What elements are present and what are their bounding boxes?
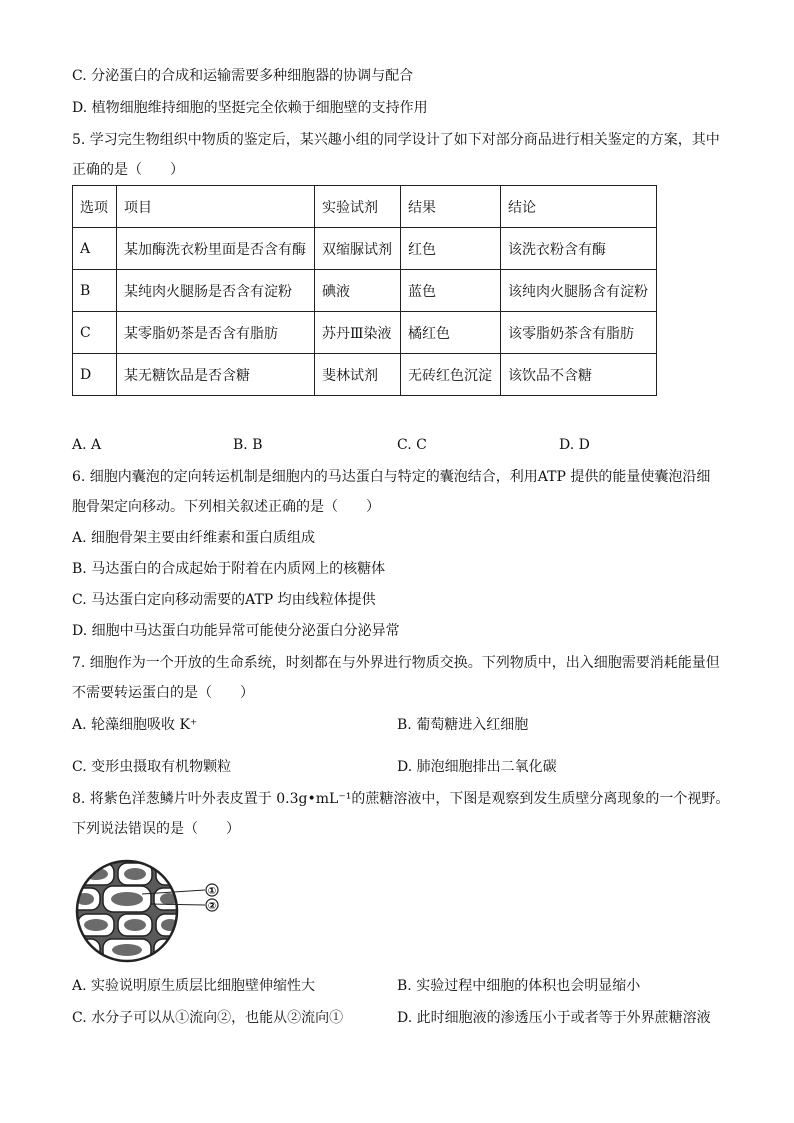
q8-option-d: D. 此时细胞液的渗透压小于或者等于外界蔗糖溶液 (397, 1010, 711, 1026)
q5-stem-line1: 5. 学习完生物组织中物质的鉴定后，某兴趣小组的同学设计了如下对部分商品进行相关鉴定的方案，其中 (72, 132, 720, 148)
table-cell: 苏丹Ⅲ染液 (315, 312, 401, 354)
q8-option-c: C. 水分子可以从①流向②，也能从②流向① (72, 1010, 344, 1026)
table-header-cell: 选项 (73, 186, 117, 228)
q5-option-d: D. D (559, 437, 590, 453)
q7-option-a: A. 轮藻细胞吸收 K⁺ (72, 717, 198, 733)
q6-option-d: D. 细胞中马达蛋白功能异常可能使分泌蛋白分泌异常 (72, 623, 400, 639)
table-cell: 该零脂奶茶含有脂肪 (501, 312, 657, 354)
table-cell: D (73, 354, 117, 396)
q5-stem-line2: 正确的是（ ） (72, 162, 184, 178)
q7-option-b: B. 葡萄糖进入红细胞 (397, 717, 529, 733)
q6-option-a: A. 细胞骨架主要由纤维素和蛋白质组成 (72, 530, 316, 546)
q5-option-a: A. A (72, 437, 102, 453)
table-cell: 某零脂奶茶是否含有脂肪 (117, 312, 315, 354)
table-header-cell: 结果 (401, 186, 501, 228)
table-cell: 斐林试剂 (315, 354, 401, 396)
table-cell: 某无糖饮品是否含糖 (117, 354, 315, 396)
table-row (73, 228, 657, 270)
figure-label-1: ① (207, 886, 217, 897)
table-cell: 某纯肉火腿肠是否含有淀粉 (117, 270, 315, 312)
q6-option-b: B. 马达蛋白的合成起始于附着在内质网上的核糖体 (72, 561, 386, 577)
table-cell: 蓝色 (401, 270, 501, 312)
q8-option-b: B. 实验过程中细胞的体积也会明显缩小 (397, 978, 641, 994)
table-cell: 该洗衣粉含有酶 (501, 228, 657, 270)
q7-option-d: D. 肺泡细胞排出二氧化碳 (397, 759, 557, 775)
q5-table (72, 185, 657, 396)
table-cell: C (73, 312, 117, 354)
table-row (73, 354, 657, 396)
q7-stem-line2: 不需要转运蛋白的是（ ） (72, 685, 254, 701)
q6-stem-line1: 6. 细胞内囊泡的定向转运机制是细胞内的马达蛋白与特定的囊泡结合，利用ATP 提供的能量使囊泡沿细 (72, 469, 711, 485)
q8-stem-line1: 8. 将紫色洋葱鳞片叶外表皮置于 0.3g•mL⁻¹的蔗糖溶液中，下图是观察到发生质壁分离现象的一个视野。 (72, 791, 730, 807)
q7-option-c: C. 变形虫摄取有机物颗粒 (72, 759, 232, 775)
table-cell: 该饮品不含糖 (501, 354, 657, 396)
q4-option-c: C. 分泌蛋白的合成和运输需要多种细胞器的协调与配合 (72, 68, 414, 84)
table-row (73, 270, 657, 312)
table-cell: 红色 (401, 228, 501, 270)
table-cell: A (73, 228, 117, 270)
table-header-cell: 项目 (117, 186, 315, 228)
table-row (73, 312, 657, 354)
table-cell: B (73, 270, 117, 312)
table-header-cell: 结论 (501, 186, 657, 228)
q4-option-d: D. 植物细胞维持细胞的坚挺完全依赖于细胞壁的支持作用 (72, 100, 428, 116)
q5-option-b: B. B (233, 437, 263, 453)
table-header-row (73, 186, 657, 228)
table-header-cell: 实验试剂 (315, 186, 401, 228)
q6-stem-line2: 胞骨架定向移动。下列相关叙述正确的是（ ） (72, 499, 380, 515)
table-cell: 该纯肉火腿肠含有淀粉 (501, 270, 657, 312)
table-cell: 橘红色 (401, 312, 501, 354)
q5-option-c: C. C (397, 437, 427, 453)
plasmolysis-microscope-figure (74, 858, 234, 964)
q8-stem-line2: 下列说法错误的是（ ） (72, 821, 240, 837)
table-cell: 双缩脲试剂 (315, 228, 401, 270)
q7-stem-line1: 7. 细胞作为一个开放的生命系统，时刻都在与外界进行物质交换。下列物质中，出入细胞需要消耗能量但 (72, 655, 720, 671)
figure-label-2: ② (207, 901, 217, 912)
table-cell: 某加酶洗衣粉里面是否含有酶 (117, 228, 315, 270)
q8-option-a: A. 实验说明原生质层比细胞壁伸缩性大 (72, 978, 316, 994)
table-cell: 无砖红色沉淀 (401, 354, 501, 396)
table-cell: 碘液 (315, 270, 401, 312)
q6-option-c: C. 马达蛋白定向移动需要的ATP 均由线粒体提供 (72, 592, 376, 608)
